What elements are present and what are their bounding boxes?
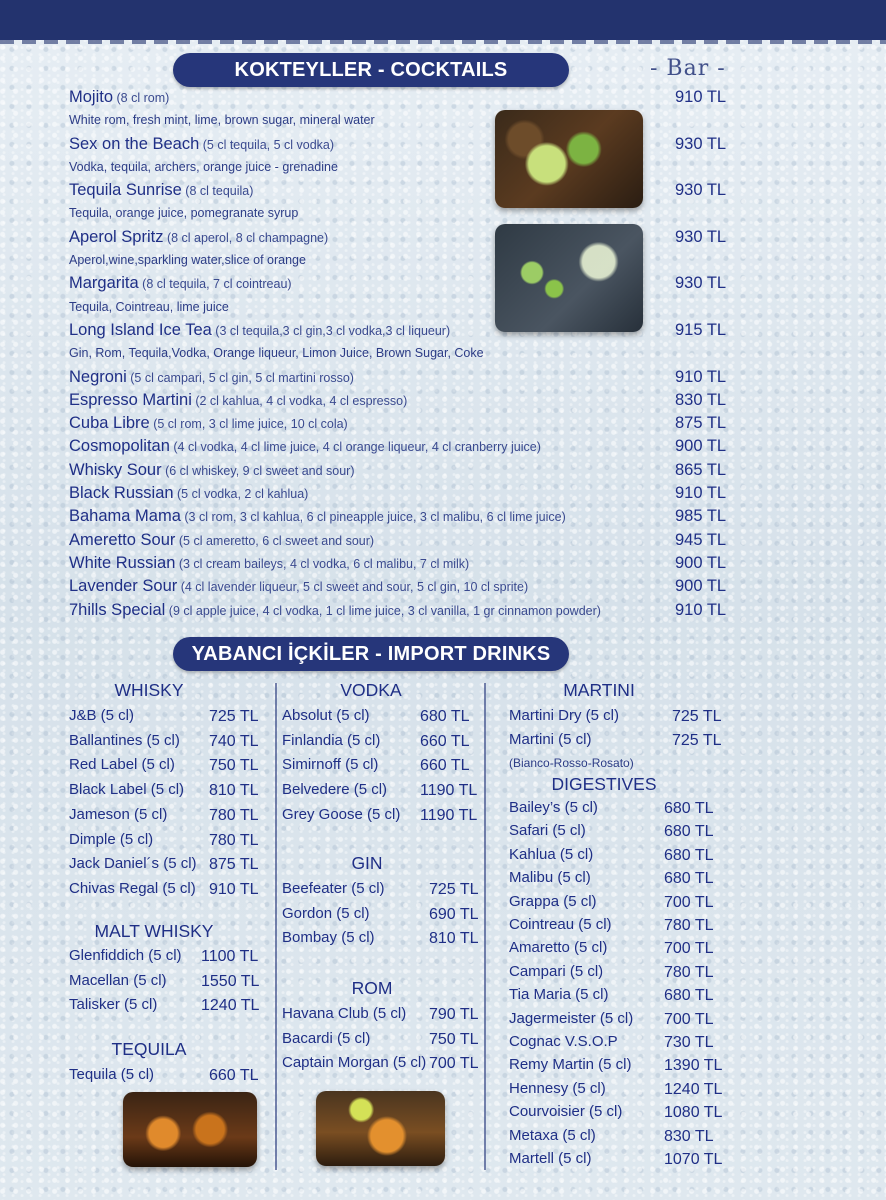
malt-whisky-heading: MALT WHISKY	[94, 921, 214, 941]
drink-price: 725 TL	[429, 881, 479, 898]
vodka-heading: VODKA	[340, 680, 402, 700]
cocktail-price: 875 TL	[675, 414, 727, 433]
drink-name: Dimple (5 cl)	[69, 830, 154, 848]
cocktail-measure: (5 cl tequila, 5 cl vodka)	[199, 137, 335, 152]
drink-name: Amaretto (5 cl)	[509, 939, 608, 957]
cocktail-row	[69, 88, 759, 111]
cocktail-name	[69, 321, 450, 340]
drink-price: 680 TL	[664, 823, 714, 841]
drink-price: 700 TL	[664, 1010, 714, 1028]
drink-name: Metaxa (5 cl)	[509, 1126, 596, 1144]
cocktail-price: 900 TL	[675, 437, 727, 456]
cocktail-ingredients: Aperol,wine,sparkling water,slice of orange	[69, 253, 306, 268]
drink-name: Bombay (5 cl)	[282, 929, 375, 947]
drink-name: Belvedere (5 cl)	[282, 781, 388, 799]
cocktail-name-text: Margarita	[69, 274, 139, 293]
cocktail-ingredients-row	[69, 344, 759, 367]
drink-name: Absolut (5 cl)	[282, 707, 370, 724]
drink-price: 1100 TL	[201, 948, 259, 965]
import-drinks-title: YABANCI İÇKİLER - IMPORT DRINKS	[173, 637, 569, 671]
martini-heading: MARTINI	[563, 680, 635, 700]
drink-name: Havana Club (5 cl)	[282, 1005, 407, 1022]
drink-price: 875 TL	[209, 856, 259, 874]
drink-price: 810 TL	[429, 930, 479, 948]
column-divider-2	[484, 683, 486, 1170]
top-banner-edge	[0, 34, 886, 44]
drink-name: Red Label (5 cl)	[69, 756, 175, 774]
cocktail-price: 830 TL	[675, 390, 727, 409]
drink-name: Finlandia (5 cl)	[282, 731, 381, 749]
drink-price: 1080 TL	[664, 1104, 723, 1122]
cocktail-measure: (2 cl kahlua, 4 cl vodka, 4 cl espresso)	[191, 393, 408, 408]
cocktail-name	[69, 414, 348, 433]
cocktail-measure: (6 cl whiskey, 9 cl sweet and sour)	[161, 463, 355, 478]
drink-name: Jagermeister (5 cl)	[509, 1009, 634, 1027]
cocktail-name-text: Lavender Sour	[69, 577, 178, 596]
cocktail-name	[69, 391, 407, 410]
drink-name: Martini Dry (5 cl)	[509, 707, 620, 724]
cocktail-ingredients: Tequila, orange juice, pomegranate syrup	[69, 206, 299, 221]
cocktail-row	[69, 181, 759, 204]
rum-cocktail-photo	[316, 1091, 445, 1166]
cocktail-name-text: Sex on the Beach	[69, 134, 200, 153]
drink-price: 810 TL	[209, 782, 259, 800]
cocktail-name-text: Long Island Ice Tea	[69, 320, 212, 339]
cocktail-measure: (5 cl ameretto, 6 cl sweet and sour)	[175, 533, 375, 548]
cocktail-name-text: Black Russian	[69, 484, 174, 503]
cocktail-ingredients: Vodka, tequila, archers, orange juice - grenadine	[69, 159, 338, 174]
column-divider-1	[275, 683, 277, 1170]
cocktail-name	[69, 531, 374, 550]
cocktail-row	[69, 531, 759, 554]
cocktail-ingredients: White rom, fresh mint, lime, brown sugar, mineral water	[69, 113, 375, 128]
cocktail-ingredients-row	[69, 251, 759, 274]
cocktail-row	[69, 414, 759, 437]
drink-name: Tequila (5 cl)	[69, 1066, 155, 1083]
drink-price: 680 TL	[664, 987, 714, 1005]
cocktail-name	[69, 88, 169, 107]
cocktail-name-text: Cosmopolitan	[69, 437, 170, 456]
cocktail-name	[69, 577, 528, 596]
cocktail-price: 930 TL	[675, 134, 727, 153]
cocktail-price: 910 TL	[675, 367, 727, 386]
drink-price: 660 TL	[420, 732, 470, 750]
drink-price: 740 TL	[209, 732, 259, 750]
cocktail-name-text: Espresso Martini	[69, 390, 192, 409]
cocktail-name-text: 7hills Special	[69, 600, 166, 619]
drink-name: Jameson (5 cl)	[69, 805, 168, 823]
cocktail-row	[69, 368, 759, 391]
cocktail-row	[69, 554, 759, 577]
cocktail-measure: (4 cl vodka, 4 cl lime juice, 4 cl orange liqueur, 4 cl cranberry juice)	[169, 440, 541, 455]
cocktail-name	[69, 228, 328, 247]
cocktail-measure: (5 cl vodka, 2 cl kahlua)	[173, 487, 309, 502]
cocktail-list	[69, 88, 759, 624]
drink-name: Macellan (5 cl)	[69, 971, 167, 989]
whisky-glasses-photo	[123, 1092, 257, 1167]
cocktail-price: 930 TL	[675, 227, 727, 246]
cocktail-measure: (3 cl cream baileys, 4 cl vodka, 6 cl malibu, 7 cl milk)	[175, 556, 470, 571]
whisky-heading: WHISKY	[114, 680, 184, 700]
cocktail-price: 945 TL	[675, 530, 727, 549]
rom-heading: ROM	[351, 978, 393, 998]
drink-price: 700 TL	[664, 940, 714, 958]
drink-price: 780 TL	[209, 806, 259, 824]
cocktail-measure: (8 cl tequila)	[181, 184, 254, 199]
drink-name: Jack Daniel´s (5 cl)	[69, 855, 197, 873]
drink-name: Malibu (5 cl)	[509, 869, 591, 887]
cocktail-name-text: Negroni	[69, 367, 127, 386]
cocktail-measure: (5 cl campari, 5 cl gin, 5 cl martini rosso)	[126, 370, 354, 385]
drink-name: Talisker (5 cl)	[69, 996, 158, 1014]
cocktail-name	[69, 461, 355, 480]
drink-price: 1240 TL	[201, 997, 260, 1015]
drink-price: 750 TL	[429, 1030, 479, 1048]
cocktail-row	[69, 507, 759, 530]
cocktail-name	[69, 437, 541, 456]
cocktail-price: 910 TL	[675, 88, 727, 106]
cocktails-title: KOKTEYLLER - COCKTAILS	[173, 53, 569, 87]
drink-price: 910 TL	[209, 880, 259, 898]
cocktail-measure: (3 cl tequila,3 cl gin,3 cl vodka,3 cl liqueur)	[211, 323, 451, 338]
bar-tag: - Bar -	[650, 56, 726, 81]
drink-name: Grappa (5 cl)	[509, 892, 597, 910]
drink-price: 780 TL	[664, 917, 714, 934]
cocktail-row	[69, 484, 759, 507]
drink-price: 725 TL	[672, 732, 722, 750]
cocktail-price: 910 TL	[675, 484, 727, 503]
cocktail-row	[69, 135, 759, 158]
drink-price: 680 TL	[664, 846, 714, 864]
cocktail-ingredients-row	[69, 298, 759, 321]
drink-price: 660 TL	[420, 757, 470, 775]
cocktail-price: 900 TL	[675, 577, 727, 596]
cocktail-measure: (8 cl aperol, 8 cl champagne)	[163, 230, 329, 245]
cocktail-name-text: White Russian	[69, 553, 176, 572]
drink-name: Remy Martin (5 cl)	[509, 1056, 632, 1074]
drink-price: 780 TL	[209, 831, 259, 849]
drink-price: 690 TL	[429, 905, 479, 923]
cocktail-row	[69, 601, 759, 624]
drink-price: 680 TL	[420, 708, 470, 725]
drink-name: Bacardi (5 cl)	[282, 1029, 371, 1047]
drink-name: Ballantines (5 cl)	[69, 731, 180, 749]
drink-price: 1190 TL	[420, 782, 478, 800]
cocktail-name	[69, 601, 601, 620]
cocktail-name-text: Cuba Libre	[69, 414, 150, 433]
cocktail-name	[69, 135, 334, 154]
drink-price: 780 TL	[664, 963, 714, 981]
cocktail-row	[69, 321, 759, 344]
drink-price: 1550 TL	[201, 972, 260, 990]
drink-name: Hennesy (5 cl)	[509, 1079, 606, 1097]
drink-name: Glenfiddich (5 cl)	[69, 947, 182, 964]
cocktail-name	[69, 274, 292, 293]
drink-price: 725 TL	[672, 708, 722, 725]
cocktail-measure: (4 cl lavender liqueur, 5 cl sweet and sour, 5 cl gin, 10 cl sprite)	[177, 580, 529, 595]
drink-price: 1390 TL	[664, 1057, 723, 1075]
cocktail-price: 900 TL	[675, 553, 727, 572]
cocktail-measure: (8 cl rom)	[113, 91, 170, 105]
drink-name: Tia Maria (5 cl)	[509, 986, 609, 1004]
cocktail-name	[69, 507, 566, 526]
drink-name: Cointreau (5 cl)	[509, 916, 612, 933]
drink-name: Campari (5 cl)	[509, 962, 604, 980]
drink-price: 1070 TL	[664, 1151, 723, 1168]
cocktail-measure: (8 cl tequila, 7 cl cointreau)	[138, 277, 292, 292]
drink-name: Courvoisier (5 cl)	[509, 1103, 623, 1121]
drink-price: 680 TL	[664, 800, 714, 817]
drink-name: Captain Morgan (5 cl)	[282, 1054, 427, 1072]
cocktail-row	[69, 577, 759, 600]
cocktail-name-text: Whisky Sour	[69, 460, 162, 479]
drink-price: 660 TL	[209, 1067, 259, 1084]
cocktail-name	[69, 484, 308, 503]
cocktail-row	[69, 274, 759, 297]
cocktail-name-text: Ameretto Sour	[69, 530, 176, 549]
cocktail-price: 910 TL	[675, 600, 727, 619]
drink-price: 1190 TL	[420, 806, 478, 824]
drink-name: Martell (5 cl)	[509, 1150, 592, 1167]
cocktail-row	[69, 461, 759, 484]
cocktail-row	[69, 228, 759, 251]
cocktail-price: 865 TL	[675, 460, 727, 479]
cocktail-name	[69, 554, 469, 573]
cocktail-ingredients: Gin, Rom, Tequila,Vodka, Orange liqueur, Limon Juice, Brown Sugar, Coke	[69, 346, 484, 361]
cocktail-name-text: Mojito	[69, 88, 114, 106]
drink-price: 680 TL	[664, 870, 714, 888]
cocktail-ingredients-row	[69, 158, 759, 181]
gin-heading: GIN	[351, 853, 383, 873]
cocktail-name-text: Aperol Spritz	[69, 227, 164, 246]
cocktail-name-text: Tequila Sunrise	[69, 181, 182, 200]
digestives-heading: DIGESTIVES	[551, 774, 657, 794]
drink-price: 725 TL	[209, 708, 259, 725]
drink-price: 700 TL	[429, 1055, 479, 1073]
drink-price: 700 TL	[664, 893, 714, 911]
martini-note: (Bianco-Rosso-Rosato)	[509, 756, 634, 770]
drink-name: Black Label (5 cl)	[69, 781, 185, 799]
drink-price: 750 TL	[209, 757, 259, 775]
cocktail-price: 915 TL	[675, 320, 727, 339]
cocktail-price: 930 TL	[675, 181, 727, 200]
cocktail-name-text: Bahama Mama	[69, 507, 181, 526]
drink-name: Kahlua (5 cl)	[509, 845, 594, 863]
drink-name: Safari (5 cl)	[509, 822, 586, 840]
drink-name: Martini (5 cl)	[509, 731, 592, 749]
drink-name: J&B (5 cl)	[69, 707, 135, 724]
drink-price: 830 TL	[664, 1127, 714, 1145]
cocktail-measure: (3 cl rom, 3 cl kahlua, 6 cl pineapple juice, 3 cl malibu, 6 cl lime juice)	[180, 510, 566, 525]
cocktail-ingredients-row	[69, 111, 759, 134]
cocktail-ingredients-row	[69, 204, 759, 227]
drink-name: Beefeater (5 cl)	[282, 880, 385, 897]
cocktail-ingredients: Tequila, Cointreau, lime juice	[69, 299, 229, 314]
cocktail-measure: (5 cl rom, 3 cl lime juice, 10 cl cola)	[149, 417, 348, 432]
cocktail-name	[69, 181, 253, 200]
drink-price: 1240 TL	[664, 1080, 723, 1098]
drink-price: 790 TL	[429, 1006, 479, 1023]
drink-name: Chivas Regal (5 cl)	[69, 879, 196, 897]
drink-name: Cognac V.S.O.P	[509, 1033, 618, 1050]
drink-name: Gordon (5 cl)	[282, 904, 370, 922]
tequila-heading: TEQUILA	[111, 1039, 187, 1059]
cocktail-measure: (9 cl apple juice, 4 cl vodka, 1 cl lime juice, 3 cl vanilla, 1 gr cinnamon powder)	[165, 603, 601, 618]
cocktail-price: 930 TL	[675, 274, 727, 293]
cocktail-row	[69, 437, 759, 460]
drink-name: Bailey’s (5 cl)	[509, 799, 598, 816]
cocktail-price: 985 TL	[675, 507, 727, 526]
drink-price: 730 TL	[664, 1034, 714, 1051]
cocktail-name	[69, 368, 354, 387]
drink-name: Grey Goose (5 cl)	[282, 805, 401, 823]
cocktail-row	[69, 391, 759, 414]
drink-name: Simirnoff (5 cl)	[282, 756, 379, 774]
